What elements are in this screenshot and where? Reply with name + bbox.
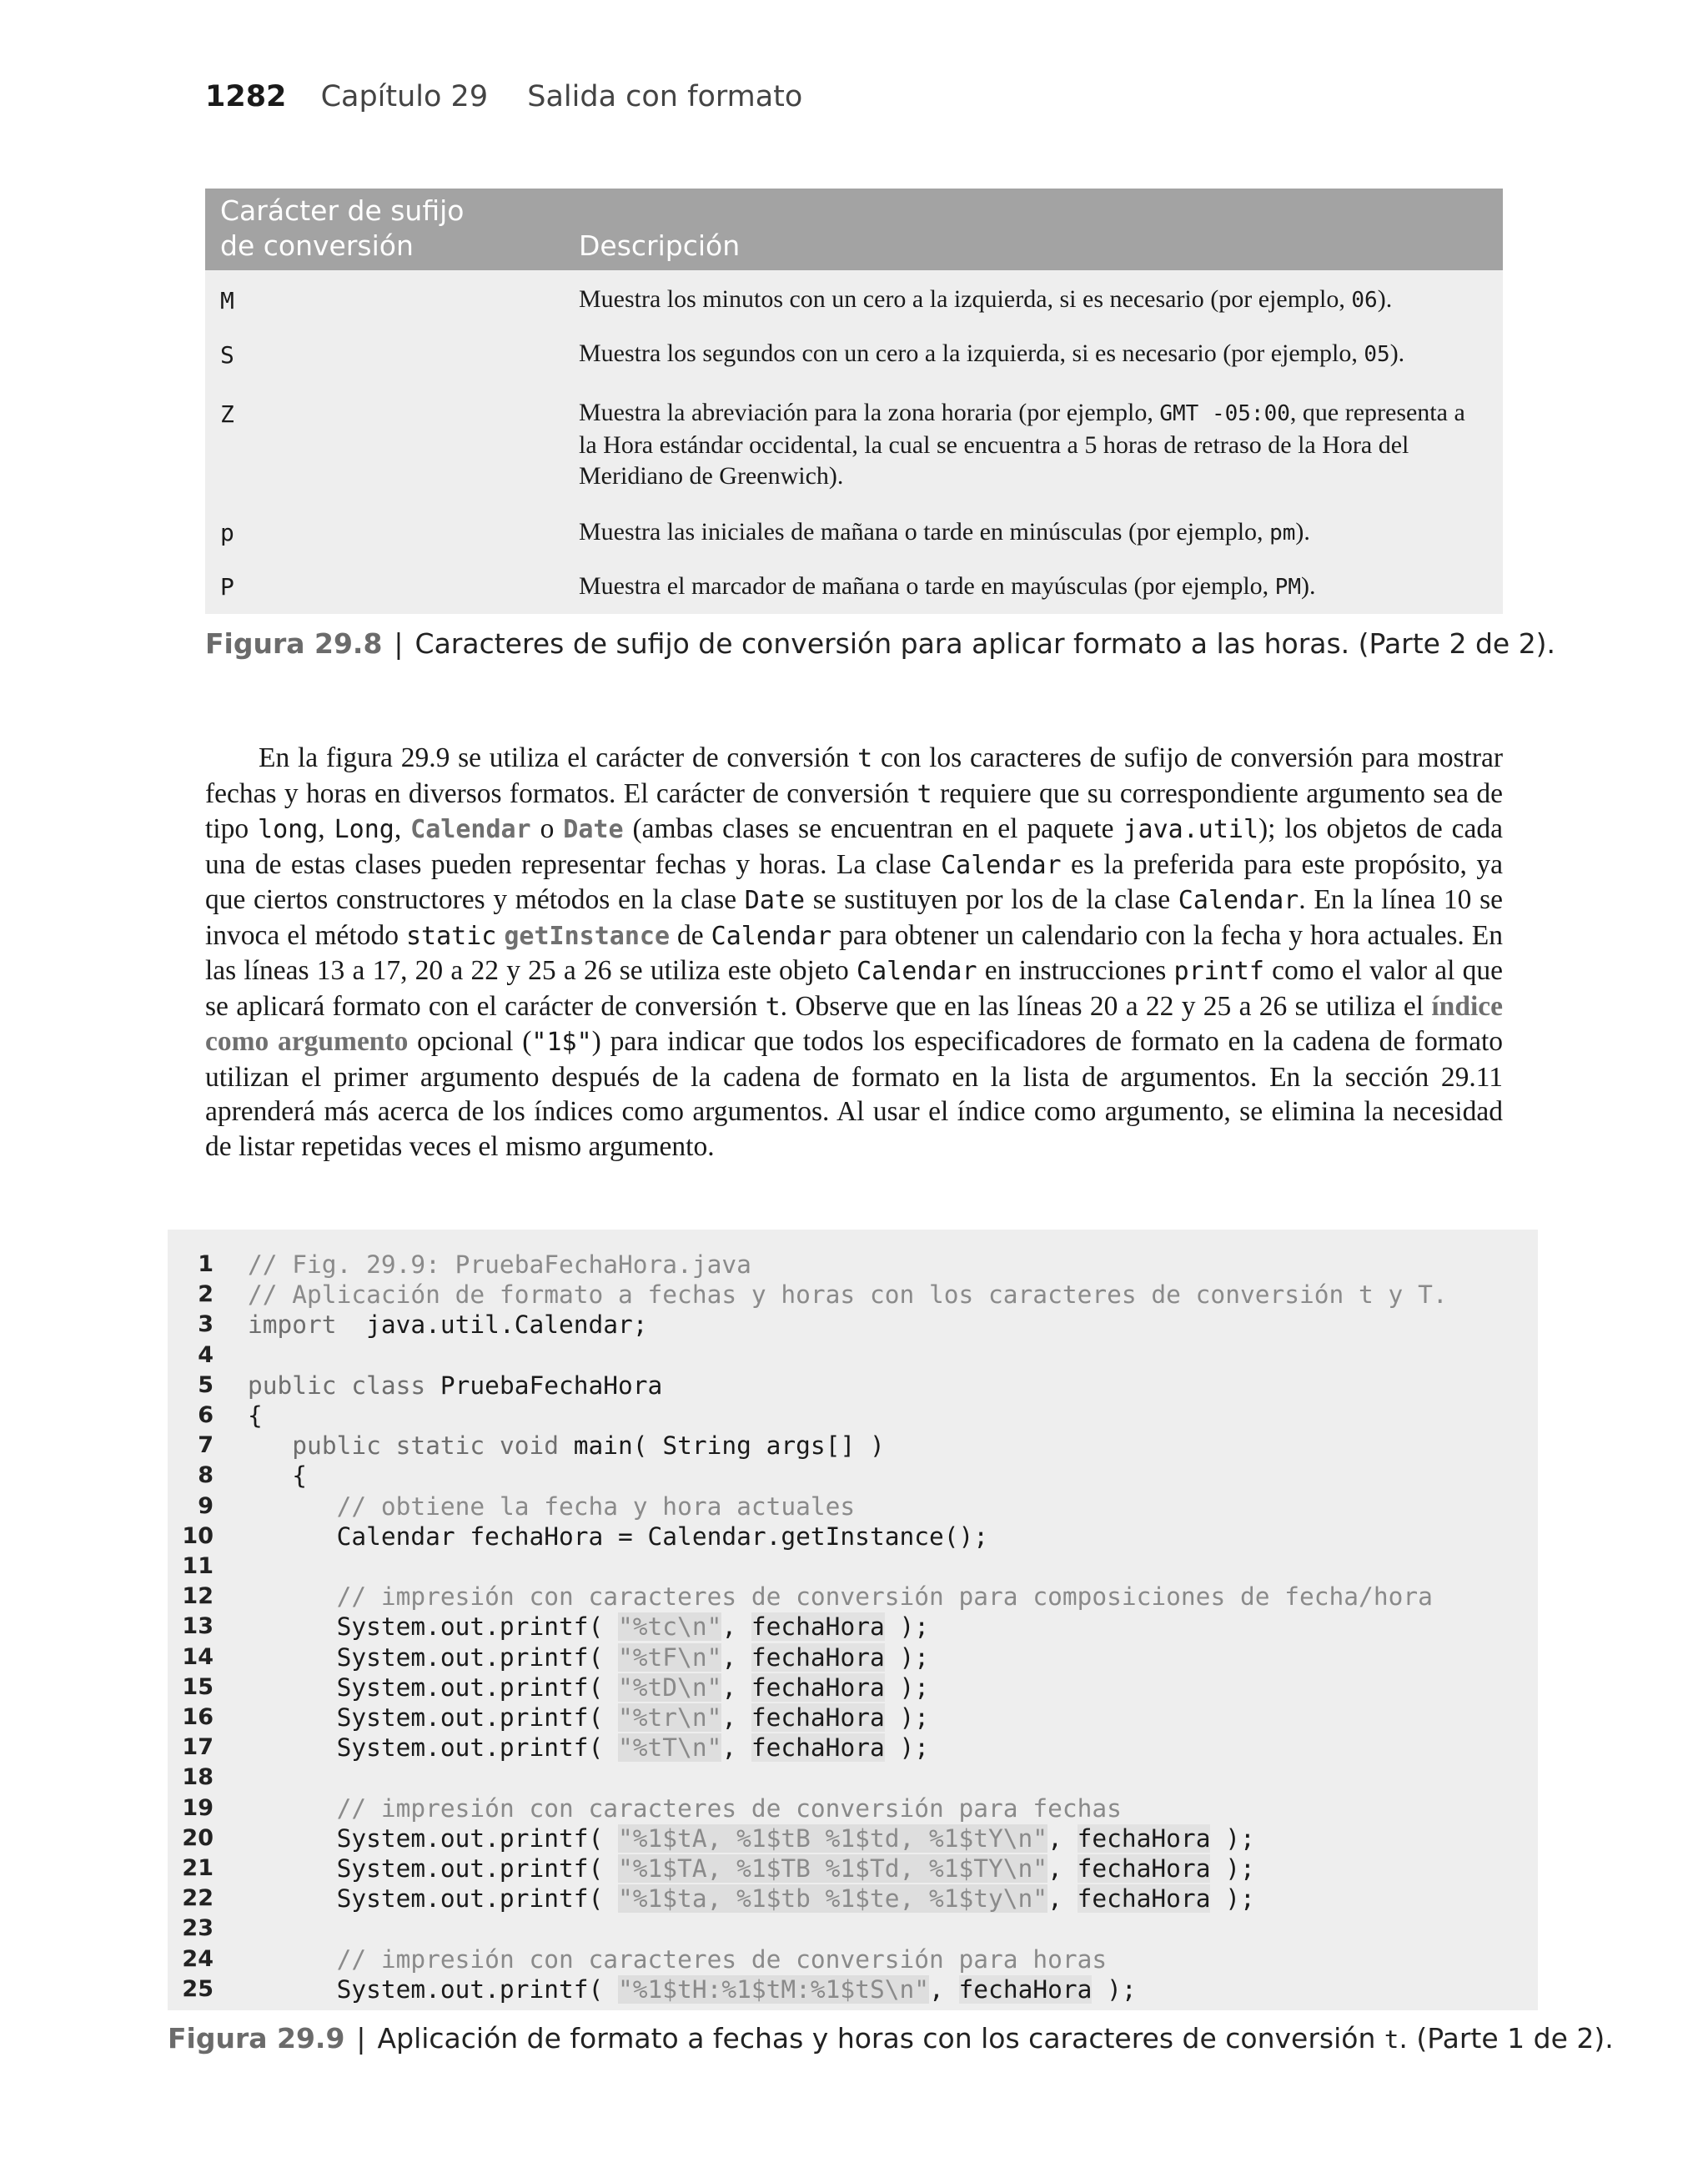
code-comment: // Fig. 29.9: PruebaFechaHora.java (248, 1250, 751, 1279)
code-token: java.util.Calendar; (336, 1310, 648, 1340)
line-number: 7 (198, 1432, 214, 1459)
code-token: System.out.printf( (248, 1974, 619, 2004)
line-number: 17 (182, 1734, 214, 1761)
row-code: P (220, 573, 234, 601)
line-number: 2 (198, 1281, 214, 1308)
row-description: Muestra la abreviación para la zona horaria (por ejemplo, GMT -05:00, que representa a la Hora estándar occidental, la cual se encuentra a 5 horas de retraso de la Hora del Meridiano de Greenwich). (579, 399, 1465, 490)
inline-code: java.util (1123, 815, 1259, 844)
text-run: ); los objetos de cada una de estas clases pueden representar fechas y horas. La clase (205, 813, 1504, 880)
code-token: ); (884, 1733, 930, 1763)
code-keyword: import (248, 1310, 337, 1340)
code-line (168, 1250, 1538, 1280)
line-number: 15 (182, 1673, 214, 1700)
code-listing (168, 1230, 1538, 2010)
code-line (168, 1582, 1538, 1612)
code-line (168, 1733, 1538, 1763)
figure-caption-29-9: Figura 29.9 | Aplicación de formato a fechas y horas con los caracteres de conversión t. (Parte 1 de 2). (168, 2022, 1614, 2055)
line-number: 11 (182, 1553, 214, 1579)
inline-code: t (765, 992, 781, 1022)
text-run: con los caracteres de sufijo de conversión para mostrar fechas y horas en diversos formatos. El carácter de conversión (205, 742, 1504, 809)
text-run: o (530, 813, 564, 844)
code-line (168, 1310, 1538, 1340)
row-code: p (220, 519, 234, 546)
code-line (168, 1522, 1538, 1552)
code-text (248, 1733, 929, 1763)
row-description: Muestra los segundos con un cero a la izquierda, si es necesario (por ejemplo, 05). (579, 340, 1405, 367)
code-token: , (1047, 1823, 1078, 1853)
code-token: { (248, 1401, 263, 1430)
table-header (205, 189, 1503, 270)
code-argument: fechaHora (751, 1642, 885, 1672)
code-line (168, 1280, 1538, 1310)
inline-code: static (405, 921, 497, 951)
header-col1-line1: Carácter de sufijo (220, 194, 465, 227)
code-token: , (1047, 1884, 1078, 1914)
line-number: 5 (198, 1371, 214, 1398)
line-number: 14 (182, 1643, 214, 1670)
text-run: como el valor al que se aplicará formato con el carácter de conversión (205, 955, 1503, 1022)
body-paragraph (205, 741, 1503, 1164)
code-token: ); (1210, 1854, 1255, 1883)
code-token: , (721, 1672, 751, 1702)
text-run: de (670, 919, 711, 951)
inline-code-emphasis: Calendar (410, 815, 531, 844)
text-run: para obtener un calendario con la fecha y hora actuales. En las líneas 13 a 17, 20 a 22 y 25 a 26 se utiliza este objeto (205, 919, 1503, 986)
inline-code: long (258, 815, 319, 844)
code-token: ); (884, 1612, 930, 1642)
code-token: System.out.printf( (248, 1884, 619, 1914)
line-number: 8 (198, 1462, 214, 1489)
line-number: 20 (182, 1824, 214, 1851)
code-string: "%tT\n" (618, 1733, 722, 1763)
code-token: , (1047, 1854, 1078, 1883)
line-number: 16 (182, 1704, 214, 1730)
code-token (248, 1945, 337, 1974)
row-code: M (220, 287, 234, 314)
row-code: Z (220, 400, 234, 428)
code-line (168, 1461, 1538, 1491)
code-text (248, 1823, 1255, 1854)
text-run: es la preferida para este propósito, ya que ciertos constructores y métodos en la clase (205, 848, 1504, 915)
code-token: System.out.printf( (248, 1672, 619, 1702)
text-run: , (394, 813, 411, 844)
code-text (248, 1522, 988, 1552)
code-token: System.out.printf( (248, 1854, 619, 1883)
row-description: Muestra las iniciales de mañana o tarde en minúsculas (por ejemplo, pm). (579, 518, 1310, 546)
chapter-label: Capítulo 29 (320, 80, 489, 113)
code-string: "%1$tH:%1$tM:%1$tS\n" (618, 1974, 929, 2004)
inline-code: Calendar (1178, 886, 1299, 915)
code-token: ); (884, 1703, 930, 1732)
code-line (168, 1552, 1538, 1582)
code-text (248, 1793, 1122, 1823)
line-number: 22 (182, 1885, 214, 1912)
line-number: 3 (198, 1311, 214, 1338)
code-argument: fechaHora (751, 1733, 885, 1763)
code-token: ); (884, 1642, 930, 1672)
code-line (168, 1884, 1538, 1914)
code-line (168, 1672, 1538, 1703)
line-number: 24 (182, 1945, 214, 1972)
code-text (248, 1974, 1137, 2004)
code-argument: fechaHora (1077, 1854, 1211, 1883)
code-token: System.out.printf( (248, 1733, 619, 1763)
code-token: ); (1210, 1884, 1255, 1914)
code-token: PruebaFechaHora (425, 1371, 663, 1400)
code-token (248, 1582, 337, 1611)
code-argument: fechaHora (751, 1672, 885, 1702)
code-line (168, 1974, 1538, 2004)
code-text (248, 1250, 751, 1280)
chapter-title: Salida con formato (527, 80, 803, 113)
code-line (168, 1371, 1538, 1401)
code-text (248, 1371, 662, 1401)
code-string: "%tc\n" (618, 1612, 722, 1642)
line-number: 13 (182, 1613, 214, 1640)
code-text (248, 1461, 307, 1491)
line-number: 25 (182, 1975, 214, 2002)
line-number: 9 (198, 1492, 214, 1519)
code-token (248, 1794, 337, 1823)
text-run: ) para indicar que todos los especificadores de formato en la cadena de formato utilizan el primer argumento después de la cadena de formato en la lista de argumentos. En la sección 29.11 aprenderá más acerca de los índices como argumentos. Al usar el índice como argumento, se elimina la necesidad de listar repetidas veces el mismo argumento. (205, 1026, 1503, 1162)
code-text (248, 1612, 929, 1642)
code-line (168, 1854, 1538, 1884)
code-line (168, 1823, 1538, 1854)
text-run: , (318, 813, 334, 844)
code-line (168, 1431, 1538, 1461)
inline-code: Long (334, 815, 394, 844)
code-text (248, 1280, 1448, 1310)
line-number: 4 (198, 1341, 214, 1368)
code-keyword: public static void (292, 1431, 559, 1461)
page-number: 1282 (205, 80, 287, 113)
code-token (248, 1492, 337, 1521)
row-description: Muestra los minutos con un cero a la izquierda, si es necesario (por ejemplo, 06). (579, 285, 1393, 313)
inline-code: Calendar (857, 957, 977, 986)
code-string: "%1$tA, %1$tB %1$td, %1$tY\n" (618, 1823, 1048, 1853)
line-number: 23 (182, 1915, 214, 1942)
code-text (248, 1944, 1107, 1974)
inline-code: Calendar (711, 921, 832, 951)
code-keyword: public class (248, 1371, 426, 1400)
code-token: ); (1210, 1823, 1255, 1853)
header-col1-line2: de conversión (220, 229, 414, 262)
code-argument: fechaHora (751, 1703, 885, 1732)
code-line (168, 1793, 1538, 1823)
code-comment: // impresión con caracteres de conversión para fechas (336, 1793, 1122, 1823)
code-line (168, 1703, 1538, 1733)
inline-code: printf (1173, 957, 1264, 986)
code-token: { (248, 1461, 308, 1491)
code-comment: // Aplicación de formato a fechas y horas con los caracteres de conversión t y T. (248, 1280, 1448, 1310)
code-token: , (721, 1612, 751, 1642)
code-comment: // impresión con caracteres de conversión para composiciones de fecha/hora (336, 1582, 1433, 1612)
code-string: "%tr\n" (618, 1703, 722, 1732)
inline-code: t (857, 744, 873, 773)
text-run: . Observe que en las líneas 20 a 22 y 25 a 26 se utiliza el (780, 990, 1432, 1022)
code-text (248, 1582, 1433, 1612)
code-token: System.out.printf( (248, 1703, 619, 1732)
code-token: , (721, 1642, 751, 1672)
code-comment: // obtiene la fecha y hora actuales (336, 1491, 856, 1521)
code-comment: // impresión con caracteres de conversión para horas (336, 1944, 1108, 1974)
code-token: , (721, 1703, 751, 1732)
code-token: System.out.printf( (248, 1612, 619, 1642)
code-line (168, 1944, 1538, 1974)
inline-code: Calendar (941, 850, 1062, 880)
code-token: Calendar fechaHora = Calendar.getInstance(); (248, 1522, 989, 1551)
line-number: 19 (182, 1794, 214, 1821)
code-line (168, 1642, 1538, 1672)
line-number: 18 (182, 1764, 214, 1791)
code-line (168, 1763, 1538, 1793)
inline-code: Date (744, 886, 806, 915)
line-number: 6 (198, 1402, 214, 1428)
inline-code: "1$" (531, 1028, 592, 1057)
code-text (248, 1401, 263, 1431)
conversion-suffix-table (205, 189, 1503, 614)
code-token: System.out.printf( (248, 1823, 619, 1853)
code-text (248, 1703, 929, 1733)
code-string: "%1$ta, %1$tb %1$te, %1$ty\n" (618, 1884, 1048, 1914)
line-number: 10 (182, 1522, 214, 1549)
code-text (248, 1310, 648, 1340)
line-number: 12 (182, 1583, 214, 1610)
code-line (168, 1612, 1538, 1642)
header-col1 (220, 194, 465, 264)
running-head (205, 80, 802, 113)
code-token (248, 1431, 292, 1460)
text-run (496, 920, 504, 951)
header-col2: Descripción (579, 229, 741, 262)
code-text (248, 1642, 929, 1672)
inline-code-emphasis: getInstance (504, 921, 671, 951)
code-token: System.out.printf( (248, 1642, 619, 1672)
key-term: índice como argumento (205, 990, 1503, 1057)
code-token: , (721, 1733, 751, 1763)
text-run: opcional ( (408, 1026, 532, 1057)
code-string: "%tF\n" (618, 1642, 722, 1672)
code-text (248, 1431, 885, 1461)
code-token: ); (1092, 1974, 1137, 2004)
code-argument: fechaHora (751, 1612, 885, 1642)
code-argument: fechaHora (1077, 1884, 1211, 1914)
figure-caption-29-8: Figura 29.8 | Caracteres de sufijo de conversión para aplicar formato a las horas. (Parte 2 de 2). (205, 627, 1556, 660)
code-line (168, 1401, 1538, 1431)
line-number: 1 (198, 1251, 214, 1277)
text-run: requiere que su correspondiente argumento sea de tipo (205, 777, 1503, 844)
text-run: (ambas clases se encuentran en el paquete (623, 813, 1123, 844)
code-token: main( String args[] ) (559, 1431, 885, 1461)
code-string: "%tD\n" (618, 1672, 722, 1702)
paragraph-text (205, 741, 1503, 1164)
text-run: se sustituyen por los de la clase (805, 884, 1178, 915)
text-run: En la figura 29.9 se utiliza el carácter de conversión (259, 742, 858, 773)
code-argument: fechaHora (1077, 1823, 1211, 1853)
code-line (168, 1491, 1538, 1522)
code-line (168, 1914, 1538, 1944)
code-token: ); (884, 1672, 930, 1702)
inline-code: t (917, 779, 932, 809)
inline-code-emphasis: Date (563, 815, 624, 844)
code-text (248, 1854, 1255, 1884)
code-token: , (929, 1974, 959, 2004)
code-text (248, 1672, 929, 1703)
row-description: Muestra el marcador de mañana o tarde en mayúsculas (por ejemplo, PM). (579, 572, 1316, 600)
code-line (168, 1341, 1538, 1371)
row-code: S (220, 341, 234, 369)
code-string: "%1$TA, %1$TB %1$Td, %1$TY\n" (618, 1854, 1048, 1883)
line-number: 21 (182, 1855, 214, 1881)
text-run: . En la línea 10 se invoca el método (205, 884, 1503, 951)
code-text (248, 1884, 1255, 1914)
code-text (248, 1491, 855, 1522)
text-run: en instrucciones (977, 955, 1174, 986)
code-argument: fechaHora (958, 1974, 1093, 2004)
